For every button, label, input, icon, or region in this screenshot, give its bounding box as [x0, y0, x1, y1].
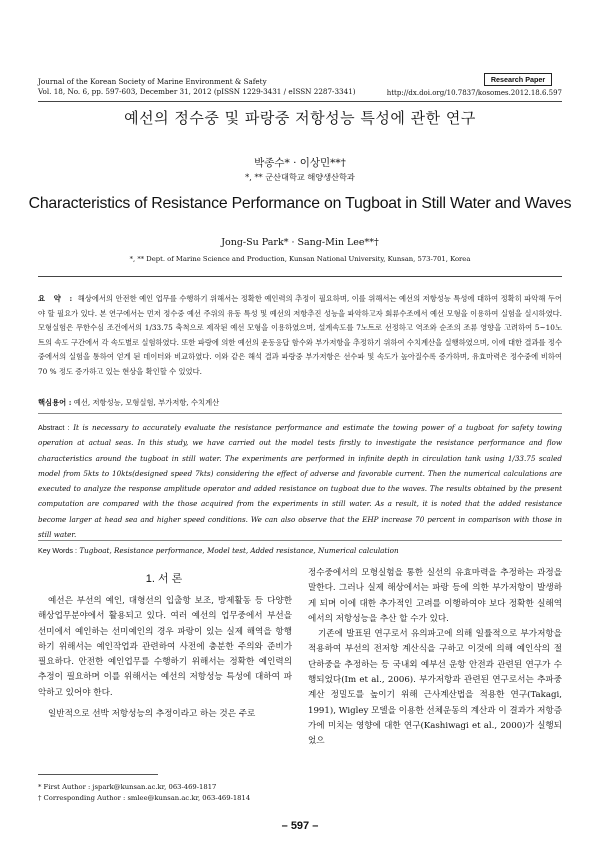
english-title: Characteristics of Resistance Performance on Tugboat in Still Water and Waves — [28, 195, 572, 212]
korean-authors: 박종수* · 이상민**† — [254, 157, 346, 169]
journal-info — [38, 77, 378, 97]
journal-volume: Vol. 18, No. 6, pp. 597-603, December 31, 2012 (pISSN 1229-3431 / eISSN 2287-3341) — [38, 87, 356, 96]
first-author-footnote: * First Author : jspark@kunsan.ac.kr, 063-469-1817 — [38, 783, 217, 791]
abstract-divider — [38, 413, 562, 414]
english-keywords — [38, 546, 399, 555]
header-divider — [38, 101, 562, 102]
left-column — [38, 594, 292, 728]
footnote-divider — [38, 774, 158, 775]
english-affiliation: *, ** Dept. of Marine Science and Production, Kunsan National University, Kunsan, 573-701, Korea — [129, 255, 471, 263]
korean-affiliation: *, ** 군산대학교 해양생산학과 — [245, 172, 355, 182]
title-divider — [38, 276, 562, 277]
korean-keywords-text: 예선, 저항성능, 모형실험, 부가저항, 수치계산 — [73, 398, 220, 407]
korean-abstract — [38, 292, 562, 379]
footnotes — [38, 782, 250, 803]
english-keywords-label: Key Words : — [38, 546, 78, 555]
english-abstract-text: It is necessary to accurately evaluate the resistance performance and estimate the towing power of a tugboat for safety towing operation at actual seas. In this study, we have carried out the model tests firstly to investigate the resistance performance and flow characteristics around the tugboat in still water. The experiments are performed in infinite depth in circulation tank using 1/33.75 scaled model from 5kts to 10kts(designed speed 7kts) considering the effect of adverse and favorable current. Then the numerical calculations are executed to analyze the response amplitude operator and added resistance on tugboat due to the waves. The results obtained by the present computation are compared with the those acquired from the experiments in still water. As a result, it is noted that the added resistance become larger at head sea and higher speed conditions. We can also observe that the EHP increase 70 percent in comparison with those in still water. — [38, 423, 563, 540]
section-heading: 1. 서 론 — [145, 573, 183, 585]
right-column — [308, 566, 562, 750]
english-authors: Jong-Su Park* · Sang-Min Lee**† — [221, 237, 379, 248]
doi-link[interactable]: http://dx.doi.org/10.7837/kosomes.2012.18.6.597 — [386, 89, 562, 97]
korean-title: 예선의 정수중 및 파랑중 저항성능 특성에 관한 연구 — [124, 109, 476, 127]
korean-abstract-label: 요 약 : — [38, 294, 76, 303]
korean-abstract-text: 해상에서의 안전한 예인 업무를 수행하기 위해서는 정확한 예인력의 추정이 필요하며, 이를 위해서는 예선의 저항성능 특성에 대하여 정확히 파악해 두어야 할 필요가 있다. 본 연구에서는 먼저 정수중 예선 주위의 유동 특성 및 예선의 저항추진 성능을 파악하고자 회류수조에서 예선 모형을 이용하여 실험을 실시하였다. 모형실험은 무한수심 조건에서의 1/33.75 축척으로 제작된 예선 모형을 이용하였으며, 설계속도를 7노트로 선정하고 역조와 순조의 조류 영향을 고려하여 5~10노트의 속도 구간에서 각 속도별로 실험하였다. 또한 파랑에 의한 예선의 운동응답 함수와 부가저항을 추정하기 위하여 수치계산을 실행하였으며, 이에 대한 결과를 정수중에서의 실험을 통하여 얻게 된 데이터와 비교하였다. 이와 같은 해석 결과 파랑중 부가저항은 선수파 및 속도가 높아질수록 증가하며, 유효마력은 정수중에 비하여 70 % 정도 증가하고 있는 현상을 확인할 수 있었다. — [38, 294, 562, 376]
korean-keywords-label: 핵심용어 : — [38, 398, 72, 407]
paragraph: 기존에 발표된 연구로서 유의파고에 의해 일률적으로 부가저항을 적용하여 부선의 전저항 계산식을 구하고 이것에 의해 예인삭의 절단하중을 추정하는 등 국내외 예부선 운항 안전과 관련된 연구가 수행되었다(Im et al., 2006). 부가저항과 관련된 연구로서는 추파중 계산 정밀도를 높이기 위해 근사계산법을 적용한 연구(Takagi, 1991), Wigley 모델을 이용한 선체운동의 계산과 이 결과가 저항증가에 미치는 영향에 대한 연구(Kashiwagi et al., 2000)가 실행되었으 — [308, 629, 562, 747]
journal-name: Journal of the Korean Society of Marine Environment & Safety — [38, 77, 267, 86]
corresponding-author-footnote: † Corresponding Author : smlee@kunsan.ac.kr, 063-469-1814 — [38, 793, 251, 802]
korean-keywords — [38, 398, 219, 408]
paragraph: 예선은 부선의 예인, 대형선의 입출항 보조, 방제활동 등 다양한 해상업무분야에서 활용되고 있다. 여러 예선의 업무중에서 부선을 선미에서 예인하는 선미예인의 경우 파랑이 있는 실제 해역을 항행하기 위해서는 예인작업과 관련하여 사전에 충분한 주의와 준비가 필요하다. 안전한 예인업무를 수행하기 위해서는 정확한 예인력의 추정이 필요하며 이를 위해서는 예선의 저항성능 특성에 대하여 파악하고 있어야 한다. — [38, 596, 292, 698]
english-abstract-label: Abstract : — [38, 423, 70, 432]
paragraph: 정수중에서의 모형실험을 통한 실선의 유효마력을 추정하는 과정을 말한다. 그러나 실제 해상에서는 파랑 등에 의한 부가저항이 발생하게 되며 이에 대한 추가적인 고려를 이행하여야 보다 정확한 실해역에서의 저항성능을 추산 할 수가 있다. — [308, 568, 562, 624]
english-keywords-text: Tugboat, Resistance performance, Model test, Added resistance, Numerical calculation — [79, 546, 399, 555]
english-abstract — [38, 420, 562, 542]
keywords-divider — [38, 540, 562, 541]
research-paper-badge: Research Paper — [484, 73, 552, 86]
page-number: – 597 – — [281, 820, 319, 832]
paragraph: 일반적으로 선박 저항성능의 추정이라고 하는 것은 주로 — [48, 709, 256, 720]
